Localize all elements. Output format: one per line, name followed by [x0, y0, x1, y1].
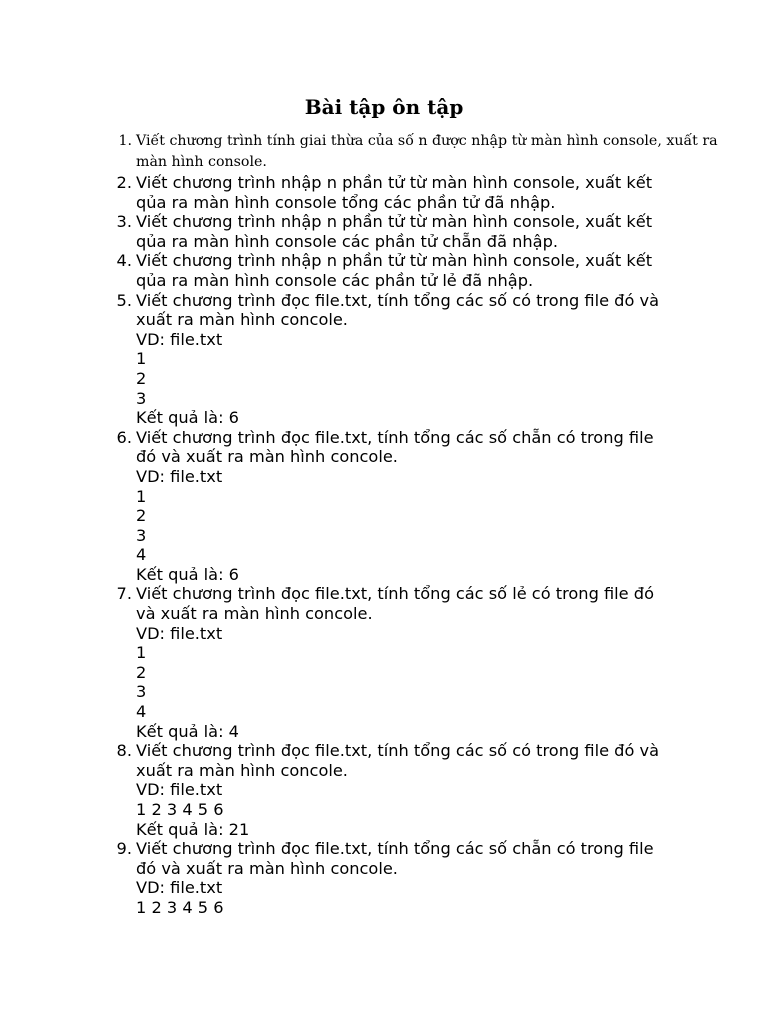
exercise-line: và xuất ra màn hình concole.	[136, 604, 373, 624]
document-title: Bài tập ôn tập	[304, 95, 464, 119]
exercise-number: 5.	[116, 290, 132, 310]
example-file-label: VD: file.txt	[136, 878, 223, 898]
example-result: Kết quả là: 4	[136, 721, 239, 741]
example-file-label: VD: file.txt	[136, 780, 223, 800]
example-value: 1 2 3 4 5 6	[136, 800, 224, 819]
exercise-item	[110, 173, 670, 212]
exercise-line: Viết chương trình nhập n phần tử từ màn hình console, xuất kết	[136, 173, 653, 192]
example-file-label: VD: file.txt	[136, 466, 223, 486]
example-value: 1	[136, 486, 147, 506]
exercise-line: đó và xuất ra màn hình concole.	[136, 858, 398, 878]
exercise-item	[110, 839, 670, 917]
exercise-number: 3.	[116, 212, 132, 232]
exercise-list	[110, 131, 718, 918]
exercise-number: 4.	[116, 251, 132, 271]
example-value: 3	[136, 388, 147, 408]
example-file-label: VD: file.txt	[136, 329, 223, 349]
exercise-item	[110, 584, 670, 741]
exercise-item	[110, 212, 670, 251]
exercise-line: qủa ra màn hình console các phần tử lẻ đã nhập.	[136, 270, 534, 290]
exercise-line: Viết chương trình đọc file.txt, tính tổng các số chẵn có trong file	[136, 427, 654, 447]
example-result: Kết quả là: 6	[136, 408, 239, 428]
exercise-item	[110, 291, 670, 428]
exercise-line: xuất ra màn hình concole.	[136, 310, 348, 330]
exercise-item	[110, 428, 670, 585]
exercise-line: Viết chương trình tính giai thừa của số n được nhập từ màn hình console, xuất ra	[136, 133, 718, 149]
example-value: 1 2 3 4 5 6	[136, 897, 224, 917]
exercise-line: đó và xuất ra màn hình concole.	[136, 447, 398, 467]
exercise-line: xuất ra màn hình concole.	[136, 760, 348, 780]
example-value: 4	[136, 702, 147, 722]
example-value: 4	[136, 545, 147, 565]
exercise-item	[110, 131, 718, 173]
exercise-line: Viết chương trình nhập n phần tử từ màn hình console, xuất kết	[136, 212, 653, 232]
exercise-number: 9.	[116, 839, 132, 859]
exercise-number: 6.	[116, 427, 132, 447]
example-result: Kết quả là: 6	[136, 564, 239, 584]
exercise-item	[110, 251, 670, 290]
exercise-line: Viết chương trình nhập n phần tử từ màn hình console, xuất kết	[136, 251, 653, 271]
exercise-line: Viết chương trình đọc file.txt, tính tổng các số chẵn có trong file	[136, 839, 654, 859]
exercise-item	[110, 741, 670, 839]
exercise-line: màn hình console.	[136, 154, 267, 170]
exercise-line: Viết chương trình đọc file.txt, tính tổng các số lẻ có trong file đó	[136, 584, 654, 604]
exercise-line: qủa ra màn hình console các phần tử chẵn đã nhập.	[136, 231, 558, 251]
example-value: 3	[136, 682, 147, 702]
exercise-line: Viết chương trình đọc file.txt, tính tổng các số có trong file đó và	[136, 290, 660, 310]
example-file-label: VD: file.txt	[136, 623, 223, 643]
example-value: 2	[136, 368, 147, 388]
example-value: 1	[136, 643, 147, 663]
exercise-number: 1.	[118, 133, 132, 149]
exercise-line: qủa ra màn hình console tổng các phần tử đã nhập.	[136, 192, 556, 212]
exercise-line: Viết chương trình đọc file.txt, tính tổng các số có trong file đó và	[136, 741, 660, 761]
exercise-number: 8.	[116, 741, 132, 761]
example-value: 2	[136, 506, 147, 526]
example-value: 2	[136, 662, 147, 682]
example-value: 1	[136, 349, 147, 369]
example-value: 3	[136, 525, 147, 545]
example-result: Kết quả là: 21	[136, 819, 250, 839]
exercise-number: 7.	[116, 584, 132, 604]
exercise-number: 2.	[116, 173, 132, 192]
